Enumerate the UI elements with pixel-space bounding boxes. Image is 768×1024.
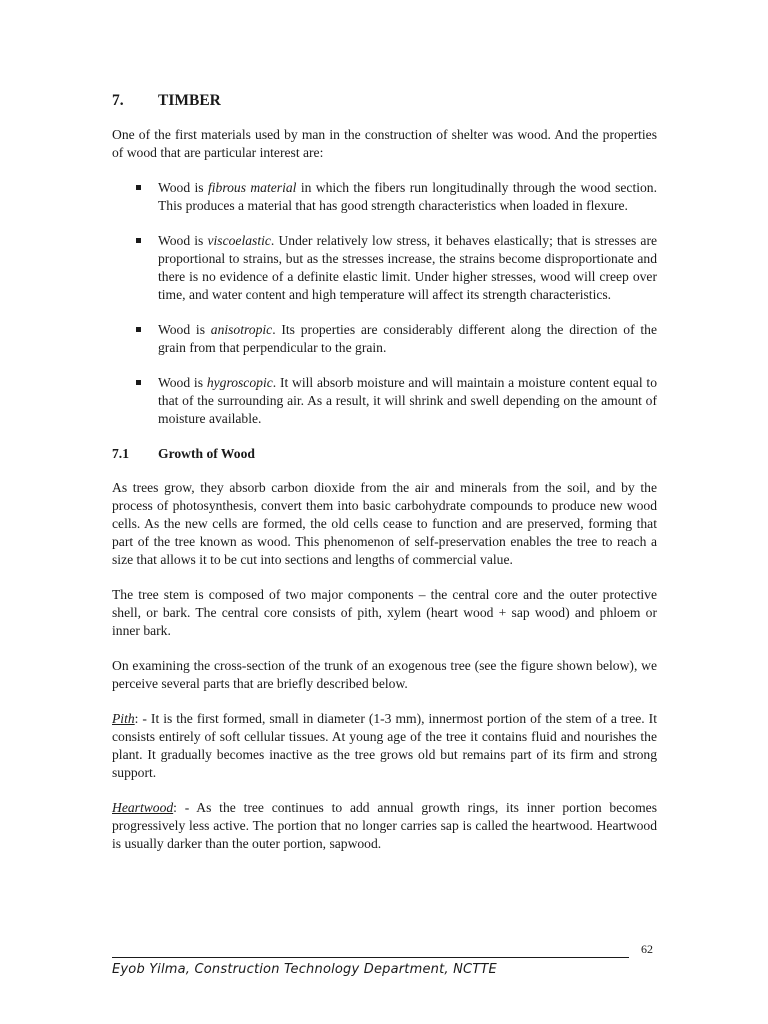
definition-pith [112, 710, 657, 782]
body-paragraph: As trees grow, they absorb carbon dioxide from the air and minerals from the soil, and by the process of photosynthesis, convert them into basic carbohydrate compounds to produce new wood cells. As the new cells are formed, the old cells cease to function and are preserved, forming that part of the tree known as wood. This phenomenon of self-preservation enables the tree to reach a size that allows it to be cut into sections and lengths of commercial value. [112, 480, 657, 567]
list-item [112, 374, 657, 428]
footer-text: Eyob Yilma, Construction Technology Department, NCTTE [112, 962, 497, 977]
definition-text: : - As the tree continues to add annual growth rings, its inner portion becomes progressively less active. The portion that no longer carries sap is called the heartwood. Heartwood is usually darker than the outer portion, sapwood. [112, 800, 657, 851]
bullet-term: viscoelastic [207, 233, 271, 248]
body-paragraph: On examining the cross-section of the trunk of an exogenous tree (see the figure shown below), we perceive several parts that are briefly described below. [112, 658, 657, 691]
chapter-heading [112, 92, 657, 110]
section-heading [112, 445, 657, 463]
bullet-term: hygroscopic [206, 375, 273, 390]
section-title: Growth of Wood [158, 446, 255, 461]
bullet-text-pre: Wood is [158, 180, 208, 195]
bullet-term: fibrous material [207, 180, 297, 195]
page-content [112, 92, 657, 870]
bullet-icon [136, 327, 141, 332]
bullet-text-pre: Wood is [158, 233, 208, 248]
intro-paragraph: One of the first materials used by man in the construction of shelter was wood. And the properties of wood that are particular interest are: [112, 127, 657, 160]
bullet-text-post: . Under relatively low stress, it behaves elastically; that is stresses are proportional to strains, but as the stresses increase, the strains become disproportionate and there is no evidence of a definite elastic limit. Under higher stresses, wood will creep over time, and water content and high temperature will affect its strength characteristics. [158, 233, 658, 302]
section-number: 7.1 [112, 446, 129, 461]
footer-divider [112, 957, 629, 958]
bullet-icon [136, 238, 141, 243]
bullet-text-post: . It will absorb moisture and will maintain a moisture content equal to that of the surrounding air. As a result, it will shrink and swell depending on the amount of moisture available. [158, 375, 657, 426]
bullet-text-pre: Wood is [158, 322, 211, 337]
bullet-text-post: . Its properties are considerably different along the direction of the grain from that perpendicular to the grain. [158, 322, 658, 355]
page-number: 62 [641, 942, 653, 956]
definition-term: Heartwood [112, 800, 174, 815]
bullet-term: anisotropic [210, 322, 273, 337]
chapter-title: TIMBER [158, 92, 221, 109]
list-item [112, 232, 657, 304]
definition-term: Pith [112, 711, 135, 726]
bullet-icon [136, 185, 141, 190]
bullet-text-post: in which the fibers run longitudinally through the wood section. This produces a material that has good strength characteristics when loaded in flexure. [158, 180, 657, 213]
definition-text: : - It is the first formed, small in diameter (1-3 mm), innermost portion of the stem of a tree. It consists entirely of soft cellular tissues. At young age of the tree it contains fluid and nourishes the plant. It gradually becomes inactive as the tree grows old but remains part of its firm and strong support. [112, 711, 657, 780]
bullet-icon [136, 380, 141, 385]
list-item [112, 321, 657, 357]
chapter-number: 7. [112, 92, 124, 109]
body-paragraph: The tree stem is composed of two major components – the central core and the outer protective shell, or bark. The central core consists of pith, xylem (heart wood + sap wood) and phloem or inner bark. [112, 587, 657, 638]
definition-heartwood [112, 799, 657, 853]
bullet-text-pre: Wood is [158, 375, 207, 390]
list-item [112, 179, 657, 215]
properties-list [112, 179, 657, 428]
